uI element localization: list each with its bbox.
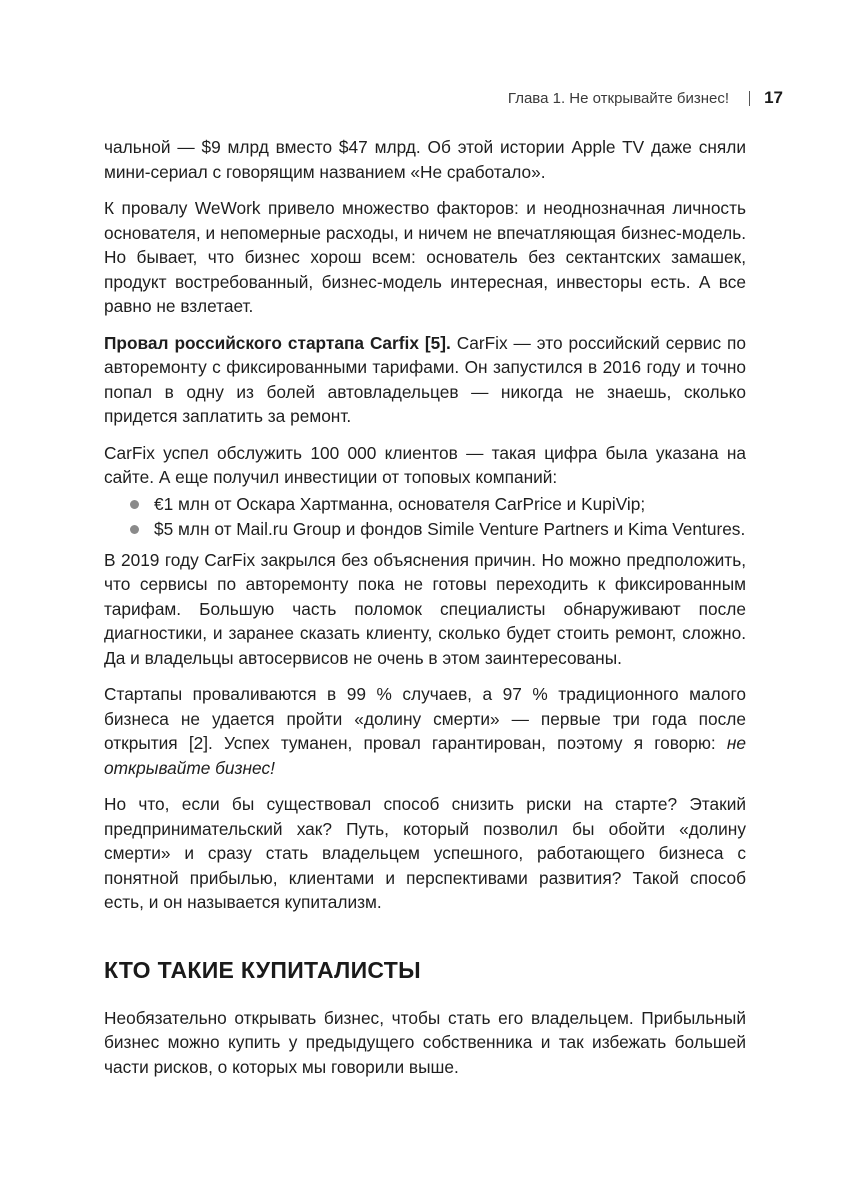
paragraph-8: Необязательно открывать бизнес, чтобы стать его владельцем. Прибыльный бизнес можно купить у предыдущего собственника и так избежать большей части рисков, о которых мы говорили выше.	[104, 1007, 746, 1077]
page-number: 17	[764, 88, 783, 107]
paragraph-7: Но что, если бы существовал способ снизить риски на старте? Этакий предпринимательский хак? Путь, который позволил бы обойти «долину смерти» и сразу стать владельцем успешного, работающего бизнеса с понятной прибылью, клиентами и перспективами развития? Такой способ есть, и он называется купитализм.	[104, 794, 746, 912]
list-item	[104, 517, 746, 542]
list-item-text: $5 млн от Mail.ru Group и фондов Simile Venture Partners и Kima Ventures.	[154, 519, 746, 539]
header-divider	[749, 91, 750, 106]
carfix-lead: Провал российского стартапа Carfix [5].	[104, 332, 451, 353]
bullet-icon	[130, 525, 139, 534]
paragraph-2: К провалу WeWork привело множество факторов: и неоднозначная личность основателя, и непомерные расходы, и ничем не впечатляющая бизнес-модель. Но бывает, что бизнес хорош всем: основатель без сектантских замашек, продукт востребованный, бизнес-модель интересная, инвесторы есть. А все равно не взлетает.	[104, 198, 746, 316]
paragraph-6-emphasis: не открывайте бизнес!	[104, 733, 746, 778]
running-head	[508, 88, 783, 108]
paragraph-6-text: Стартапы проваливаются в 99 % случаев, а 97 % традиционного малого бизнеса не удается пройти «долину смерти» — первые три года после открытия [2]. Успех туманен, провал гарантирован, поэтому я говорю:	[104, 684, 746, 753]
carfix-text: CarFix — это российский сервис по авторемонту с фиксированными тарифами. Он запустился в 2016 году и точно попал в одну из болей автовладельцев — никогда не знаешь, сколько придется заплатить за ремонт.	[104, 332, 746, 426]
paragraph-3	[104, 331, 746, 429]
paragraph-4: CarFix успел обслужить 100 000 клиентов — такая цифра была указана на сайте. А еще получил инвестиции от топовых компаний:	[104, 442, 746, 487]
bullet-icon	[130, 500, 139, 509]
section-heading: КТО ТАКИЕ КУПИТАЛИСТЫ	[104, 956, 421, 983]
paragraph-6	[104, 682, 746, 780]
list-item-text: €1 млн от Оскара Хартманна, основателя CarPrice и KupiVip;	[154, 493, 646, 514]
paragraph-1: чальной — $9 млрд вместо $47 млрд. Об этой истории Apple TV даже сняли мини-сериал с говорящим названием «Не сработало».	[104, 137, 746, 182]
investment-list	[104, 492, 746, 542]
paragraph-5: В 2019 году CarFix закрылся без объяснения причин. Но можно предположить, что сервисы по авторемонту пока не готовы переходить к фиксированным тарифам. Большую часть поломок специалисты обнаруживают после диагностики, и заранее сказать клиенту, сколько будет стоить ремонт, сложно. Да и владельцы автосервисов не очень в этом заинтересованы.	[104, 549, 746, 668]
chapter-title: Глава 1. Не открывайте бизнес!	[507, 89, 730, 107]
page-body	[104, 135, 746, 1091]
list-item	[104, 492, 746, 517]
